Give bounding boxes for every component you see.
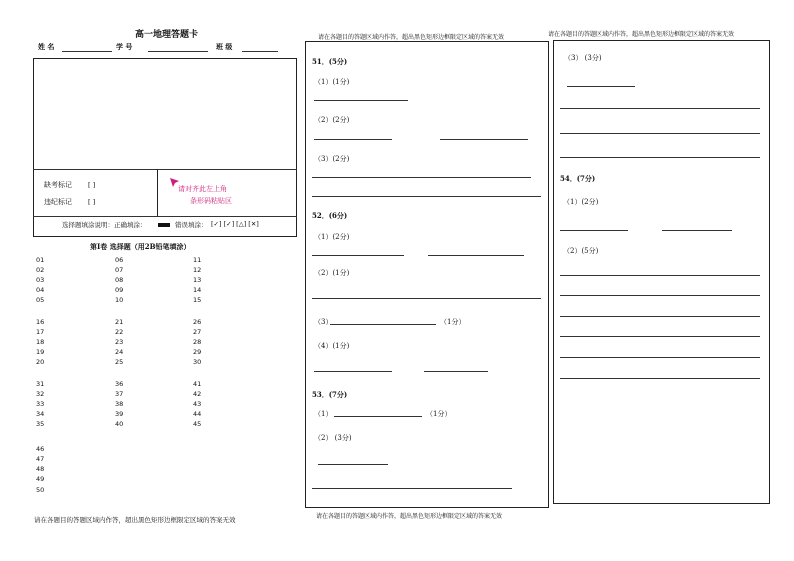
choice-number[interactable]: 25 bbox=[115, 358, 124, 366]
choice-number[interactable]: 27 bbox=[193, 328, 202, 336]
q53-part1-answer-line[interactable] bbox=[334, 416, 422, 417]
q51-title: 51．(5分) bbox=[312, 57, 348, 66]
absent-mark-label: 缺考标记 bbox=[44, 181, 72, 189]
name-field[interactable] bbox=[62, 51, 112, 52]
q52-part3-suffix: （1分） bbox=[440, 318, 466, 326]
choice-number[interactable]: 37 bbox=[115, 390, 124, 398]
choice-number[interactable]: 19 bbox=[36, 348, 45, 356]
q53-part3-answer-line-a[interactable] bbox=[567, 86, 635, 87]
choice-number[interactable]: 29 bbox=[193, 348, 202, 356]
wrong-fill-marks: [✓] [✓] [△] [✕] bbox=[211, 220, 259, 228]
left-footer-warning: 请在各题目的答题区域内作答，超出黑色矩形边框限定区域的答案无效 bbox=[34, 516, 236, 524]
choice-number[interactable]: 17 bbox=[36, 328, 45, 336]
choice-number[interactable]: 04 bbox=[36, 286, 45, 294]
choice-number[interactable]: 16 bbox=[36, 318, 45, 326]
q51-part2: （2）(2分) bbox=[314, 116, 350, 124]
q54-part2-answer-line[interactable] bbox=[560, 316, 760, 317]
choice-number[interactable]: 18 bbox=[36, 338, 45, 346]
q51-part1-answer-line[interactable] bbox=[314, 100, 408, 101]
q52-part1-answer-line-b[interactable] bbox=[428, 255, 524, 256]
q53-part2-answer-line-b[interactable] bbox=[312, 488, 512, 489]
q52-part4: （4）(1分) bbox=[314, 342, 350, 350]
q51-part3-answer-line-a[interactable] bbox=[312, 177, 531, 178]
correct-fill-sample bbox=[158, 223, 170, 227]
q54-title: 54．(7分) bbox=[560, 174, 596, 183]
choice-number[interactable]: 31 bbox=[36, 380, 45, 388]
choice-number[interactable]: 43 bbox=[193, 400, 202, 408]
choice-number[interactable]: 22 bbox=[115, 328, 124, 336]
name-label: 姓 名 bbox=[38, 42, 55, 51]
middle-bottom-warning: 请在各题目的答题区域内作答，超出黑色矩形边框限定区域的答案无效 bbox=[316, 513, 503, 520]
q54-part1-answer-line-a[interactable] bbox=[560, 230, 628, 231]
choice-number[interactable]: 11 bbox=[193, 256, 202, 264]
q52-part2-answer-line[interactable] bbox=[312, 298, 541, 299]
class-field[interactable] bbox=[242, 51, 278, 52]
choice-number[interactable]: 33 bbox=[36, 400, 45, 408]
q51-part2-answer-line-b[interactable] bbox=[440, 139, 528, 140]
choice-number[interactable]: 36 bbox=[115, 380, 124, 388]
q53-part3-answer-line-c[interactable] bbox=[560, 133, 760, 134]
page-title: 高一地理答题卡 bbox=[135, 30, 199, 40]
choice-number[interactable]: 10 bbox=[115, 296, 124, 304]
q53-part3-answer-line-b[interactable] bbox=[560, 108, 760, 109]
q53-part1-suffix: （1分） bbox=[426, 410, 452, 418]
choice-number[interactable]: 12 bbox=[193, 266, 202, 274]
fill-instruction-label: 选择题填涂说明：正确填涂： bbox=[62, 221, 147, 229]
choice-number[interactable]: 40 bbox=[115, 420, 124, 428]
choice-number[interactable]: 38 bbox=[115, 400, 124, 408]
choice-number[interactable]: 21 bbox=[115, 318, 124, 326]
q52-part3-answer-line[interactable] bbox=[330, 324, 436, 325]
barcode-instruction-1: 请对齐此左上角 bbox=[178, 185, 227, 193]
q54-part2-answer-line[interactable] bbox=[560, 357, 760, 358]
choice-number[interactable]: 32 bbox=[36, 390, 45, 398]
choice-number[interactable]: 34 bbox=[36, 410, 45, 418]
choice-number[interactable]: 41 bbox=[193, 380, 202, 388]
q54-part2: （2）(5分) bbox=[563, 247, 599, 255]
choice-number[interactable]: 23 bbox=[115, 338, 124, 346]
right-top-warning: 请在各题目的答题区域内作答，超出黑色矩形边框限定区域的答案无效 bbox=[548, 31, 735, 38]
choice-number[interactable]: 50 bbox=[36, 486, 45, 494]
choice-number[interactable]: 35 bbox=[36, 420, 45, 428]
violation-mark-box[interactable]: [ ] bbox=[88, 198, 96, 206]
q51-part2-answer-line-a[interactable] bbox=[314, 139, 392, 140]
choice-number[interactable]: 06 bbox=[115, 256, 124, 264]
q52-part1-answer-line-a[interactable] bbox=[312, 255, 404, 256]
choice-number[interactable]: 01 bbox=[36, 256, 45, 264]
q52-part2: （2）(1分) bbox=[314, 269, 350, 277]
choice-number[interactable]: 13 bbox=[193, 276, 202, 284]
q54-part2-answer-line[interactable] bbox=[560, 295, 760, 296]
info-box-vertical-divider bbox=[157, 169, 158, 217]
choice-number[interactable]: 07 bbox=[115, 266, 124, 274]
q52-part4-answer-line-a[interactable] bbox=[314, 371, 392, 372]
choice-number[interactable]: 44 bbox=[193, 410, 202, 418]
choice-number[interactable]: 30 bbox=[193, 358, 202, 366]
choice-number[interactable]: 09 bbox=[115, 286, 124, 294]
choice-number[interactable]: 14 bbox=[193, 286, 202, 294]
choice-number[interactable]: 26 bbox=[193, 318, 202, 326]
q51-part1: （1）(1分) bbox=[314, 78, 350, 86]
q54-part2-answer-line[interactable] bbox=[560, 336, 760, 337]
choice-number[interactable]: 15 bbox=[193, 296, 202, 304]
q53-title: 53．(7分) bbox=[312, 390, 348, 399]
choice-number[interactable]: 02 bbox=[36, 266, 45, 274]
choice-number[interactable]: 08 bbox=[115, 276, 124, 284]
info-box bbox=[33, 58, 297, 237]
choice-number[interactable]: 47 bbox=[36, 455, 45, 463]
section-one-title: 第Ⅰ卷 选择题（用2B铅笔填涂） bbox=[90, 242, 191, 251]
class-label: 班 级 bbox=[216, 42, 233, 51]
q54-part1: （1）(2分) bbox=[563, 198, 599, 206]
absent-mark-box[interactable]: [ ] bbox=[88, 181, 96, 189]
middle-top-warning: 请在各题目的答题区域内作答，超出黑色矩形边框限定区域的答案无效 bbox=[318, 34, 505, 41]
choice-number[interactable]: 20 bbox=[36, 358, 45, 366]
q54-part1-answer-line-b[interactable] bbox=[662, 230, 732, 231]
student-id-field[interactable] bbox=[148, 51, 208, 52]
choice-number[interactable]: 05 bbox=[36, 296, 45, 304]
choice-number[interactable]: 03 bbox=[36, 276, 45, 284]
right-answer-area bbox=[553, 40, 770, 504]
choice-number[interactable]: 24 bbox=[115, 348, 124, 356]
q51-part3: （3）(2分) bbox=[314, 155, 350, 163]
q52-part4-answer-line-b[interactable] bbox=[424, 371, 488, 372]
info-box-divider bbox=[33, 169, 297, 170]
student-id-label: 学 号 bbox=[116, 42, 133, 51]
info-box-bottom-divider bbox=[33, 216, 297, 217]
q52-part1: （1）(2分) bbox=[314, 233, 350, 241]
choice-number[interactable]: 39 bbox=[115, 410, 124, 418]
q53-part1-prefix: （1） bbox=[314, 410, 333, 418]
q52-part3-prefix: （3） bbox=[314, 318, 333, 326]
q52-title: 52．(6分) bbox=[312, 211, 348, 220]
barcode-instruction-2: 条形码粘贴区 bbox=[190, 197, 232, 205]
q54-part2-answer-line[interactable] bbox=[560, 378, 760, 379]
q53-part3: （3） (3分) bbox=[564, 54, 602, 62]
q53-part2-answer-line-a[interactable] bbox=[318, 464, 388, 465]
choice-number[interactable]: 42 bbox=[193, 390, 202, 398]
q51-part3-answer-line-b[interactable] bbox=[312, 196, 541, 197]
violation-mark-label: 违纪标记 bbox=[44, 198, 72, 206]
choice-number[interactable]: 49 bbox=[36, 475, 45, 483]
q54-part2-answer-line[interactable] bbox=[560, 275, 760, 276]
choice-number[interactable]: 46 bbox=[36, 445, 45, 453]
q53-part3-answer-line-d[interactable] bbox=[560, 157, 760, 158]
choice-number[interactable]: 45 bbox=[193, 420, 202, 428]
wrong-fill-label: 错误填涂： bbox=[175, 221, 208, 229]
q53-part2: （2） (3分) bbox=[314, 434, 352, 442]
choice-number[interactable]: 48 bbox=[36, 465, 45, 473]
choice-number[interactable]: 28 bbox=[193, 338, 202, 346]
